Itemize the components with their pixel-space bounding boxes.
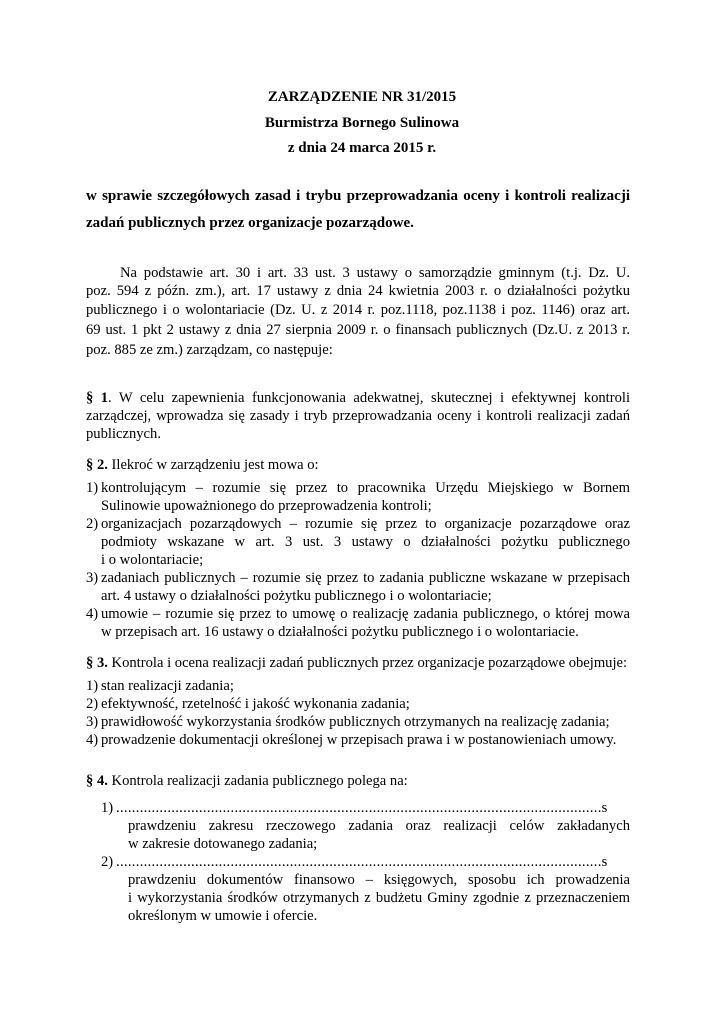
par4-mark: § 4. <box>86 773 108 789</box>
par2-intro-text: Ilekroć w zarządzeniu jest mowa o: <box>107 457 319 473</box>
par2-mark: § 2. <box>86 457 108 473</box>
subject-line-1: w sprawie szczegółowych zasad i trybu przeprowadzania oceny i kontroli realizacji <box>86 188 630 204</box>
par2-item-3-line-1: zadaniach publicznych – rozumie się przez to zadania publiczne wskazane w przepisach <box>101 570 630 586</box>
par2-item-2-line-3: i o wolontariacie; <box>101 552 204 568</box>
par4-intro-text: Kontrola realizacji zadania publicznego polega na: <box>107 773 408 789</box>
preamble-line-4: 69 ust. 1 pkt 2 ustawy z dnia 27 sierpnia 2009 r. o finansach publicznych (Dz.U. z 2013 r. <box>86 322 630 338</box>
par3-item-3-text: prawidłowość wykorzystania środków publicznych otrzymanych na realizację zadania; <box>101 714 610 730</box>
par1-line-3: publicznych. <box>86 426 161 442</box>
par2-item-4-line-1: umowie – rozumie się przez to umowę o realizację zadania publicznego, o której mowa <box>101 606 630 622</box>
document-date: z dnia 24 marca 2015 r. <box>287 140 437 156</box>
par3-item-4-text: prowadzenie dokumentacji określonej w przepisach prawa i w postanowieniach umowy. <box>101 732 617 748</box>
par3-intro-text: Kontrola i ocena realizacji zadań publicznych przez organizacje pozarządowe obejmuje: <box>107 655 628 671</box>
par2-item-4-num: 4) <box>86 606 99 622</box>
par4-item-1-line-1: prawdzeniu zakresu rzeczowego zadania oraz realizacji celów zakładanych <box>128 818 630 834</box>
par2-item-1-line-1: kontrolującym – rozumie się przez to pracownika Urzędu Miejskiego w Bornem <box>101 480 630 496</box>
par4-item-2-num: 2) <box>101 854 114 870</box>
par2-item-3-line-2: art. 4 ustawy o działalności pożytku publicznego i o wolontariacie; <box>101 588 492 604</box>
par4-item-2-line-2: i wykorzystania środków otrzymanych z budżetu Gminy zgodnie z przeznaczeniem <box>128 890 630 906</box>
subject-line-2: zadań publicznych przez organizacje pozarządowe. <box>86 215 414 231</box>
par4-item-1-dots: ...........................................................................................................................s <box>116 800 608 816</box>
par4-intro <box>86 772 630 790</box>
par1-line-1 <box>86 389 630 407</box>
preamble-line-2: poz. 594 z późn. zm.), art. 17 ustawy z dnia 24 kwietnia 2003 r. o działalności pożytku <box>86 283 630 299</box>
par2-item-2-line-1: organizacjach pozarządowych – rozumie się przez to organizacje pozarządowe oraz <box>101 516 630 532</box>
preamble-line-3: publicznego i o wolontariacie (Dz. U. z 2014 r. poz.1118, poz.1138 i poz. 1146) oraz art. <box>86 302 630 318</box>
document-title: ZARZĄDZENIE NR 31/2015 <box>267 89 457 105</box>
par2-item-2-num: 2) <box>86 516 99 532</box>
par2-item-3-num: 3) <box>86 570 99 586</box>
par2-item-1-num: 1) <box>86 480 99 496</box>
document-author: Burmistrza Bornego Sulinowa <box>264 115 460 131</box>
par2-intro <box>86 456 630 474</box>
par3-item-1-text: stan realizacji zadania; <box>101 678 234 694</box>
par3-item-3-num: 3) <box>86 714 99 730</box>
par3-intro <box>86 654 630 672</box>
par1-line-1-text: . W celu zapewnienia funkcjonowania adekwatnej, skutecznej i efektywnej kontroli <box>108 390 630 406</box>
par3-mark: § 3. <box>86 655 108 671</box>
par4-item-2-line-3: określonym w umowie i ofercie. <box>128 908 318 924</box>
par4-item-2-line-1: prawdzeniu dokumentów finansowo – księgowych, sposobu ich prowadzenia <box>128 872 630 888</box>
par2-item-2-line-2: podmioty wskazane w art. 3 ust. 3 ustawy o działalności pożytku publicznego <box>101 534 630 550</box>
par4-item-2-dots: ...........................................................................................................................s <box>116 854 608 870</box>
par3-item-1-num: 1) <box>86 678 99 694</box>
par2-item-4-line-2: w przepisach art. 16 ustawy o działalności pożytku publicznego i o wolontariacie. <box>101 624 579 640</box>
par3-item-2-num: 2) <box>86 696 99 712</box>
preamble-line-1: Na podstawie art. 30 i art. 33 ust. 3 ustawy o samorządzie gminnym (t.j. Dz. U. <box>120 265 630 281</box>
par3-item-2-text: efektywność, rzetelność i jakość wykonania zadania; <box>101 696 410 712</box>
preamble-line-5: poz. 885 ze zm.) zarządzam, co następuje: <box>86 342 333 358</box>
par3-item-4-num: 4) <box>86 732 99 748</box>
par4-item-1-line-2: w zakresie dotowanego zadania; <box>128 836 318 852</box>
par1-line-2: zarządczej, wprowadza się zasady i tryb przeprowadzania oceny i kontroli realizacji zadań <box>86 408 630 424</box>
par4-item-1-num: 1) <box>101 800 114 816</box>
par2-item-1-line-2: Sulinowie upoważnionego do przeprowadzenia kontroli; <box>101 498 432 514</box>
par1-mark: § 1 <box>86 390 109 406</box>
